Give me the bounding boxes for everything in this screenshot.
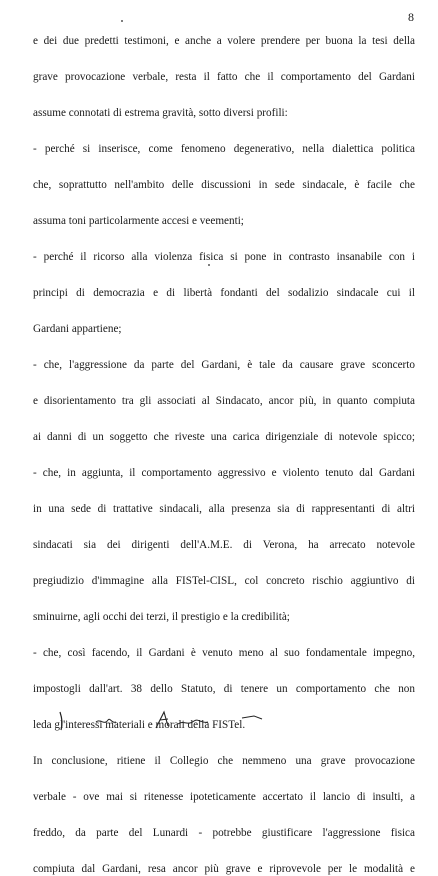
text-line: grave provocazione verbale, resta il fatto che il comportamento del Gardani (33, 71, 415, 83)
text-line: sminuirne, agli occhi dei terzi, il prestigio e la credibilità; (33, 611, 290, 623)
text-line: leda gl'interessi materiali e morali della FISTel. (33, 719, 246, 731)
text-line: - che, in aggiunta, il comportamento aggressivo e violento tenuto dal Gardani (33, 467, 415, 479)
text-line: sindacati sia dei dirigenti dell'A.M.E. di Verona, ha arrecato notevole (33, 539, 415, 551)
text-line: e disorientamento tra gli associati al Sindacato, ancor più, in quanto compiuta (33, 395, 415, 407)
text-line: impostogli dall'art. 38 dello Statuto, di tenere un comportamento che non (33, 683, 415, 695)
handwritten-signature (56, 708, 276, 732)
text-line: - che, l'aggressione da parte del Gardani, è tale da causare grave sconcerto (33, 359, 415, 371)
text-line: e dei due predetti testimoni, e anche a volere prendere per buona la tesi della (33, 35, 415, 47)
text-line: assume connotati di estrema gravità, sotto diversi profili: (33, 107, 288, 119)
text-line: - perché il ricorso alla violenza fisica si pone in contrasto insanabile con i (33, 251, 415, 263)
page-number: 8 (408, 10, 414, 24)
text-line: ai danni di un soggetto che riveste una carica dirigenziale di notevole spicco; (33, 431, 415, 443)
text-line: verbale - ove mai si ritenesse ipoteticamente accertato il lancio di insulti, a (33, 791, 415, 803)
text-line: - perché si inserisce, come fenomeno degenerativo, nella dialettica politica (33, 143, 415, 155)
text-line: freddo, da parte del Lunardi - potrebbe giustificare l'aggressione fisica (33, 827, 415, 839)
body-text (33, 34, 415, 876)
text-line: pregiudizio d'immagine alla FISTel-CISL, col concreto rischio aggiuntivo di (33, 575, 415, 587)
text-line: Gardani appartiene; (33, 323, 122, 335)
text-line: principi di democrazia e di libertà fondanti del sodalizio sindacale cui il (33, 287, 415, 299)
text-line: compiuta dal Gardani, resa ancor più grave e riprovevole per le modalità e (33, 863, 415, 875)
text-line: che, soprattutto nell'ambito delle discussioni in sede sindacale, è facile che (33, 179, 415, 191)
text-line: In conclusione, ritiene il Collegio che nemmeno una grave provocazione (33, 755, 415, 767)
text-line: assuma toni particolarmente accesi e veementi; (33, 215, 244, 227)
scan-speck (121, 20, 123, 22)
text-line: in una sede di trattative sindacali, alla presenza sia di rappresentanti di altri (33, 503, 415, 515)
text-line: - che, così facendo, il Gardani è venuto meno al suo fondamentale impegno, (33, 647, 415, 659)
